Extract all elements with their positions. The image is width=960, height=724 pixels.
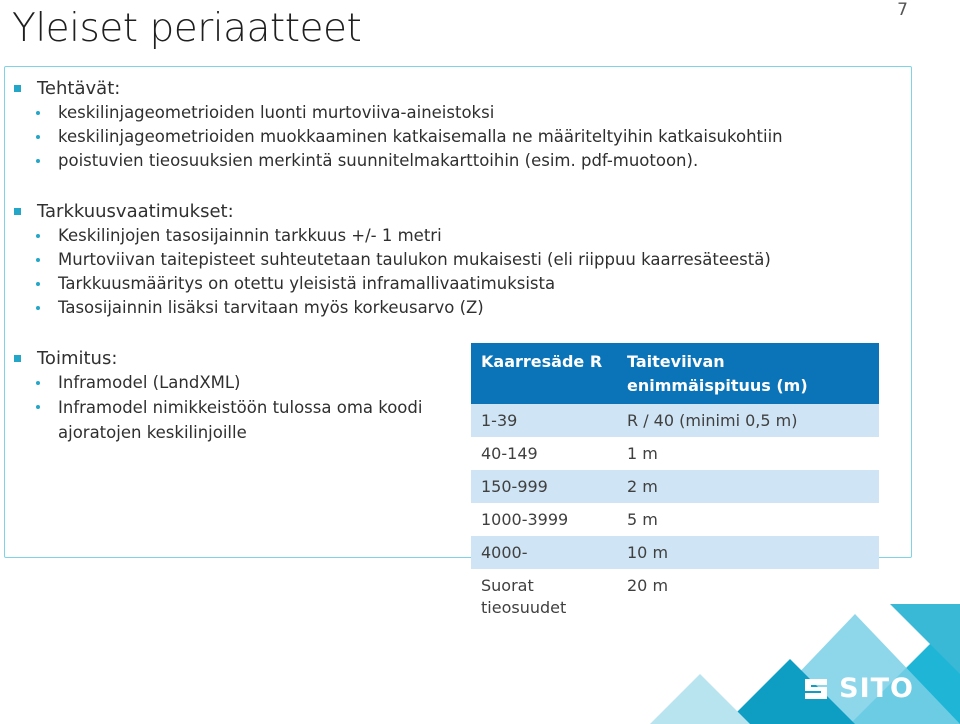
square-bullet-icon [14,85,21,92]
square-bullet-icon [14,208,21,215]
list-item [14,371,458,395]
table-row [471,404,879,437]
list-item [14,248,771,272]
bullet-dot-icon [36,381,40,385]
slide-title: Yleiset periaatteet [12,6,362,51]
list-item-text: Tarkkuusmääritys on otettu yleisistä inframallivaatimuksista [58,274,556,293]
bullet-dot-icon [36,234,40,238]
table-cell: 5 m [617,503,879,536]
table-header-row [471,343,879,404]
radius-table [471,343,879,624]
table-row [471,536,879,569]
list-item [14,224,771,248]
bullet-dot-icon [36,111,40,115]
bullet-dot-icon [36,135,40,139]
table-row [471,470,879,503]
bullet-dot-icon [36,258,40,262]
table-cell: 40-149 [471,437,617,470]
table-cell: 20 m [617,569,879,624]
table-cell: 10 m [617,536,879,569]
table-cell: 1-39 [471,404,617,437]
sito-logo-text: SITO [839,673,914,704]
list-item [14,125,783,149]
list-item-text: poistuvien tieosuuksien merkintä suunnitelmakarttoihin (esim. pdf-muotoon). [58,151,699,170]
list-item-text: keskilinjageometrioiden luonti murtoviiva-aineistoksi [58,103,495,122]
section-heading [14,198,771,224]
section-heading [14,345,458,371]
bullet-dot-icon [36,405,40,409]
bullet-dot-icon [36,306,40,310]
section-heading-text: Tehtävät: [37,77,121,99]
table-cell: 1 m [617,437,879,470]
bullet-dot-icon [36,282,40,286]
table-cell: R / 40 (minimi 0,5 m) [617,404,879,437]
table-cell: Suorat tieosuudet [471,569,617,624]
list-item [14,272,771,296]
section-accuracy [14,198,771,320]
list-item-text: keskilinjageometrioiden muokkaaminen katkaisemalla ne määriteltyihin katkaisukohtiin [58,127,783,146]
section-heading-text: Tarkkuusvaatimukset: [37,200,234,222]
table-cell: 2 m [617,470,879,503]
decorative-triangles [640,604,960,724]
section-heading [14,75,783,101]
sito-logo-icon [801,675,833,703]
bullet-dot-icon [36,159,40,163]
list-item-text: Tasosijainnin lisäksi tarvitaan myös korkeusarvo (Z) [58,298,484,317]
table-row [471,503,879,536]
table-header-cell: Taiteviivan enimmäispituus (m) [617,343,879,404]
list-item [14,101,783,125]
list-item [14,296,771,320]
list-item [14,149,783,173]
section-tasks [14,75,783,173]
triangle-shape [650,674,750,724]
section-delivery [14,345,458,445]
table-cell: 150-999 [471,470,617,503]
table-cell: 4000- [471,536,617,569]
section-heading-text: Toimitus: [37,347,118,369]
list-item-text: Keskilinjojen tasosijainnin tarkkuus +/- 1 metri [58,226,442,245]
table-header-cell: Kaarresäde R [471,343,617,404]
list-item-text: Inframodel (LandXML) [58,373,241,392]
list-item-text: Murtoviivan taitepisteet suhteutetaan taulukon mukaisesti (eli riippuu kaarresäteestä) [58,250,771,269]
page-number: 7 [897,0,908,20]
list-item-text: Inframodel nimikkeistöön tulossa oma koodi ajoratojen keskilinjoille [58,398,423,442]
square-bullet-icon [14,355,21,362]
list-item [14,395,458,445]
sito-logo [801,673,914,704]
table-row [471,437,879,470]
table-cell: 1000-3999 [471,503,617,536]
